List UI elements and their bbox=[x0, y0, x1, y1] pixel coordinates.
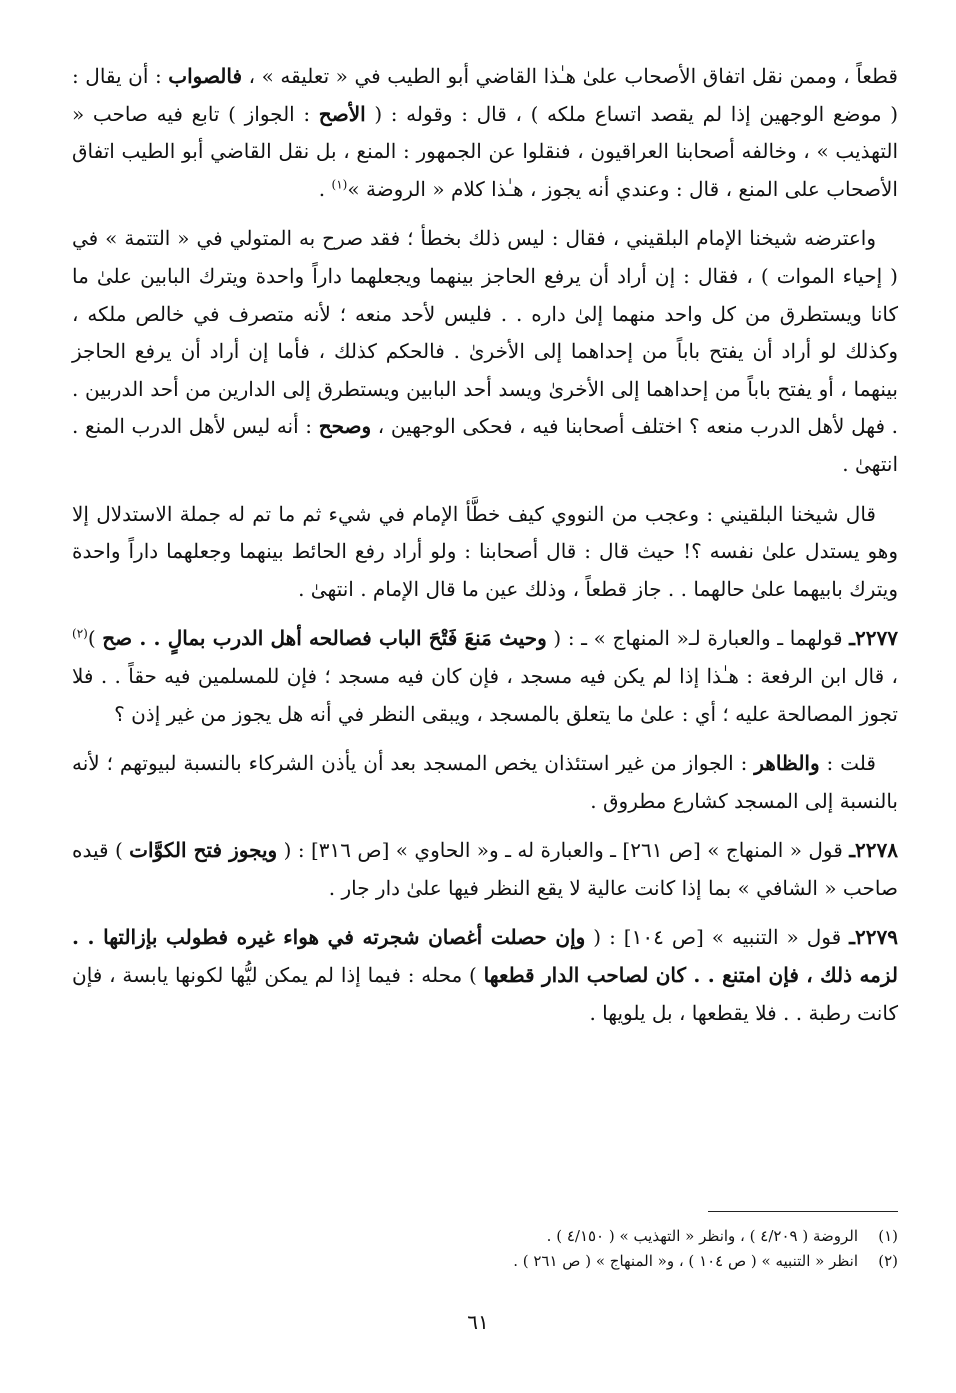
text-segment: : أنه ليس لأهل الدرب المنع . انتهىٰ . bbox=[72, 414, 898, 476]
footnote-text: الروضة ( ٤/٢٠٩ ) ، وانظر « التهذيب » ( ٤/١٥٠ ) . bbox=[546, 1227, 858, 1245]
text-segment: قطعاً ، وممن نقل اتفاق الأصحاب علىٰ هـٰذا القاضي أبو الطيب في « تعليقه » ، bbox=[242, 64, 898, 88]
bold-text: وإن حصلت أغصان شجرته في هواء غيره فطولب بإزالتها . . لزمه ذلك ، فإن امتنع . . كان لصاحب الدار قطعها bbox=[72, 925, 899, 988]
bold-text: الأصح bbox=[318, 101, 366, 126]
paragraph bbox=[72, 496, 898, 609]
page-number: ٦١ bbox=[467, 1310, 489, 1334]
text-segment: : الجواز ) تابع فيه صاحب « التهذيب » ، وخالفه أصحابنا العراقيون ، فنقلوا عن الجمهور : المنع ، بل نقل القاضي أبو الطيب اتفاق الأصحاب على المنع ، قال : وعندي أنه يجوز ، هـٰذا كلام « الروضة » bbox=[72, 101, 898, 201]
footnote-ref: (١) bbox=[331, 177, 348, 192]
bold-text: ويجوز فتح الكوَّات bbox=[129, 838, 278, 863]
footnote-number: (١) bbox=[878, 1227, 898, 1245]
text-segment: قولهما ـ والعبارة لـ« المنهاج » ـ : ( bbox=[546, 626, 850, 651]
text-segment: قول « التنبيه » [ص ١٠٤] : ( bbox=[585, 925, 850, 950]
text-segment: ) bbox=[87, 626, 103, 651]
footnote-text: انظر « التنبيه » ( ص ١٠٤ ) ، و« المنهاج » ( ص ٢٦١ ) . bbox=[513, 1252, 858, 1270]
footnote bbox=[72, 1224, 898, 1249]
footnote-ref: (٢) bbox=[72, 626, 88, 641]
paragraph bbox=[72, 58, 898, 208]
bold-text: ٢٢٧٨ـ bbox=[849, 838, 899, 863]
main-text bbox=[72, 58, 898, 1044]
text-segment: ) قيده صاحب « الشافي » بما إذا كانت عالية لا يقع النظر فيها علىٰ دار جار . bbox=[72, 838, 898, 900]
bold-text: فالصواب bbox=[168, 64, 243, 88]
paragraph bbox=[72, 220, 898, 483]
paragraph bbox=[72, 832, 898, 907]
text-segment: . bbox=[318, 176, 332, 201]
text-segment: : الجواز من غير استئذان يخص المسجد بعد أن يأذن الشركاء بالنسبة لبيوتهم ؛ لأنه بالنسبة إلى المسجد كشارع مطروق . bbox=[72, 751, 898, 813]
paragraph bbox=[72, 919, 898, 1032]
bold-text: والظاهر bbox=[754, 751, 820, 776]
bold-text: وحيث مَنعَ فَتْحَ الباب فصالحه أهل الدرب بمالٍ . . صح bbox=[102, 626, 547, 651]
footnote-number: (٢) bbox=[878, 1252, 898, 1270]
text-segment: ، قال ابن الرفعة : هـٰذا إذا لم يكن فيه مسجد ، فإن كان فيه مسجد ؛ فإن للمسلمين فيه حقاً . . فلا تجوز المصالحة عليه ؛ أي : علىٰ ما يتعلق بالمسجد ، ويبقى النظر في أنه هل يجوز من غير إذن ؟ bbox=[72, 663, 898, 726]
paragraph bbox=[72, 745, 898, 820]
footnotes bbox=[72, 1224, 898, 1274]
bold-text: ٢٢٧٧ـ bbox=[849, 626, 898, 651]
bold-text: ٢٢٧٩ـ bbox=[849, 925, 898, 950]
text-segment: واعترضه شيخنا الإمام البلقيني ، فقال : ليس ذلك بخطأ ؛ فقد صرح به المتولي في « التتمة » في ( إحياء الموات ) ، فقال : إن أراد أن يرفع الحاجز بينهما ويجعلهما داراً واحدة ويترك البابين علىٰ ما كانا ويستطرق من كل واحد منهما إلىٰ داره . . فليس لأحد منعه ؛ لأنه متصرف في خالص ملكه ، وكذلك لو أراد أن يفتح باباً من إحداهما إلى الأخرىٰ . فالحكم كذلك ، فأما إن أراد أن يرفع الحاجز بينهما ، أو يفتح باباً من إحداهما إلى الأخرىٰ ويسد أحد البابين ويستطرق إلى الدارين من أحد الدربين . . فهل لأهل الدرب منعه ؟ اختلف أصحابنا فيه ، فحكى الوجهين ، bbox=[72, 226, 898, 439]
footnote-separator bbox=[708, 1211, 898, 1212]
text-segment: ) محله : فيما إذا لم يمكن ليُّها لكونها يابسة ، فإن كانت رطبة . . فلا يقطعها ، بل يلويها . bbox=[72, 963, 898, 1025]
text-segment: قال شيخنا البلقيني : وعجب من النووي كيف خطَّأ الإمام في شيء ثم ما تم له جملة الاستدلال إلا وهو يستدل علىٰ نفسه ؟! حيث قال : قال أصحابنا : ولو أراد رفع الحائط بينهما وجعلهما داراً واحدة ويترك بابيهما علىٰ حالهما . . جاز قطعاً ، وذلك عين ما قال الإمام . انتهىٰ . bbox=[72, 501, 898, 601]
bold-text: وصحح bbox=[318, 414, 372, 439]
footnote bbox=[72, 1249, 898, 1274]
text-segment: قول « المنهاج » [ص ٢٦١] ـ والعبارة له ـ و« الحاوي » [ص ٣١٦] : ( bbox=[277, 838, 850, 863]
text-segment: : أن يقال : ( موضع الوجهين إذا لم يقصد اتساع ملكه ) ، قال : وقوله : ( bbox=[72, 64, 899, 126]
paragraph bbox=[72, 620, 898, 733]
text-segment: قلت : bbox=[819, 751, 876, 776]
